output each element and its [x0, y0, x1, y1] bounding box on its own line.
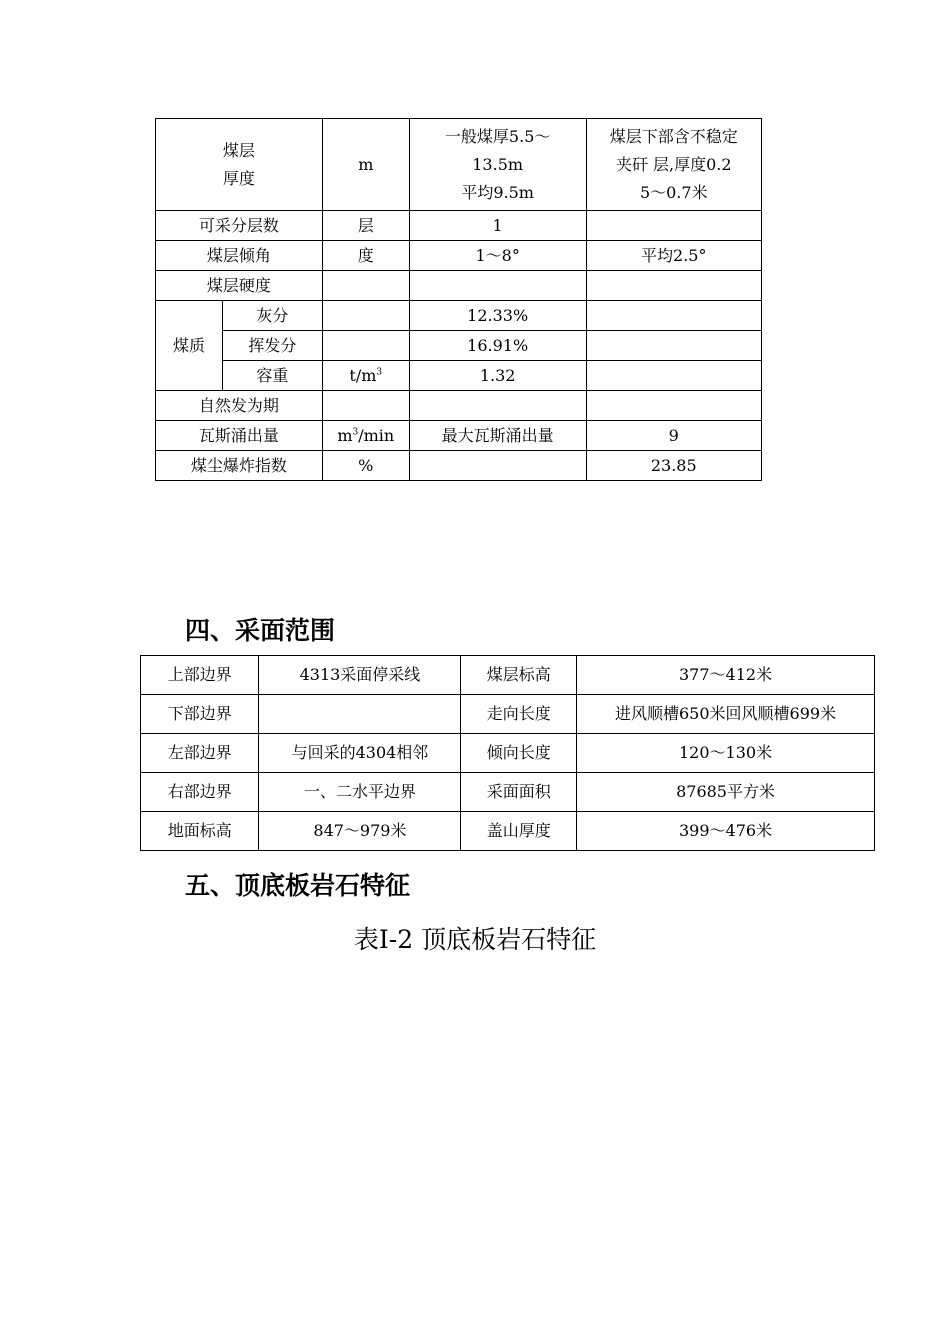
spontaneous-unit	[322, 391, 409, 421]
density-note	[586, 361, 761, 391]
volatile-unit	[322, 331, 409, 361]
range-cell: 右部边界	[141, 773, 259, 812]
range-cell: 120～130米	[577, 734, 875, 773]
range-cell: 一、二水平边界	[259, 773, 461, 812]
density-unit-base: t/m	[349, 365, 377, 385]
range-cell: 与回采的4304相邻	[259, 734, 461, 773]
range-cell: 下部边界	[141, 695, 259, 734]
density-unit-sup: 3	[376, 367, 383, 378]
gas-unit-sup: 3	[352, 427, 359, 438]
table-row	[156, 331, 762, 361]
coal-seam-table	[155, 118, 762, 481]
layers-value: 1	[409, 211, 586, 241]
table-row	[141, 695, 875, 734]
table-row	[141, 812, 875, 851]
spontaneous-label: 自然发为期	[156, 391, 323, 421]
range-cell: 87685平方米	[577, 773, 875, 812]
mining-range-table	[140, 655, 875, 851]
dip-value: 1～8°	[409, 241, 586, 271]
table-row	[156, 271, 762, 301]
range-cell: 进风顺槽650米回风顺槽699米	[577, 695, 875, 734]
dip-label: 煤层倾角	[156, 241, 323, 271]
ash-label: 灰分	[222, 301, 322, 331]
volatile-label: 挥发分	[222, 331, 322, 361]
dip-note: 平均2.5°	[586, 241, 761, 271]
quality-group-label: 煤质	[156, 301, 223, 391]
volatile-value: 16.91%	[409, 331, 586, 361]
range-cell	[259, 695, 461, 734]
range-cell: 采面面积	[461, 773, 577, 812]
table-row	[156, 301, 762, 331]
range-cell: 上部边界	[141, 656, 259, 695]
spontaneous-value	[409, 391, 586, 421]
table-row	[141, 773, 875, 812]
gas-unit-prefix: m	[337, 425, 353, 445]
dust-label: 煤尘爆炸指数	[156, 451, 323, 481]
density-value: 1.32	[409, 361, 586, 391]
thickness-note: 煤层下部含不稳定 夹矸 层,厚度0.2 5～0.7米	[586, 119, 761, 211]
table-caption: 表I-2 顶底板岩石特征	[353, 925, 597, 954]
range-cell: 煤层标高	[461, 656, 577, 695]
table-row	[156, 211, 762, 241]
volatile-note	[586, 331, 761, 361]
table-row	[156, 119, 762, 211]
ash-note	[586, 301, 761, 331]
table-row	[156, 391, 762, 421]
ash-unit	[322, 301, 409, 331]
range-cell: 377～412米	[577, 656, 875, 695]
range-cell: 盖山厚度	[461, 812, 577, 851]
dust-note: 23.85	[586, 451, 761, 481]
range-cell: 地面标高	[141, 812, 259, 851]
hardness-label: 煤层硬度	[156, 271, 323, 301]
table-row	[156, 241, 762, 271]
gas-value: 最大瓦斯涌出量	[409, 421, 586, 451]
hardness-value	[409, 271, 586, 301]
hardness-unit	[322, 271, 409, 301]
layers-unit: 层	[322, 211, 409, 241]
dust-value	[409, 451, 586, 481]
table-row	[141, 656, 875, 695]
thickness-unit: m	[322, 119, 409, 211]
thickness-label: 煤层 厚度	[156, 119, 323, 211]
range-cell: 左部边界	[141, 734, 259, 773]
range-cell: 倾向长度	[461, 734, 577, 773]
layers-label: 可采分层数	[156, 211, 323, 241]
layers-note	[586, 211, 761, 241]
gas-unit-suffix: /min	[358, 425, 395, 445]
gas-note: 9	[586, 421, 761, 451]
table-row	[156, 421, 762, 451]
range-cell: 399～476米	[577, 812, 875, 851]
dip-unit: 度	[322, 241, 409, 271]
density-label: 容重	[222, 361, 322, 391]
gas-unit	[322, 421, 409, 451]
range-cell: 4313采面停采线	[259, 656, 461, 695]
table-row	[156, 361, 762, 391]
range-cell: 847～979米	[259, 812, 461, 851]
thickness-value: 一般煤厚5.5～ 13.5m 平均9.5m	[409, 119, 586, 211]
spontaneous-note	[586, 391, 761, 421]
hardness-note	[586, 271, 761, 301]
density-unit	[322, 361, 409, 391]
ash-value: 12.33%	[409, 301, 586, 331]
gas-label: 瓦斯涌出量	[156, 421, 323, 451]
range-cell: 走向长度	[461, 695, 577, 734]
section4-heading: 四、采面范围	[185, 616, 336, 645]
dust-unit: %	[322, 451, 409, 481]
section5-heading: 五、顶底板岩石特征	[185, 871, 411, 900]
table-row	[141, 734, 875, 773]
table-row	[156, 451, 762, 481]
